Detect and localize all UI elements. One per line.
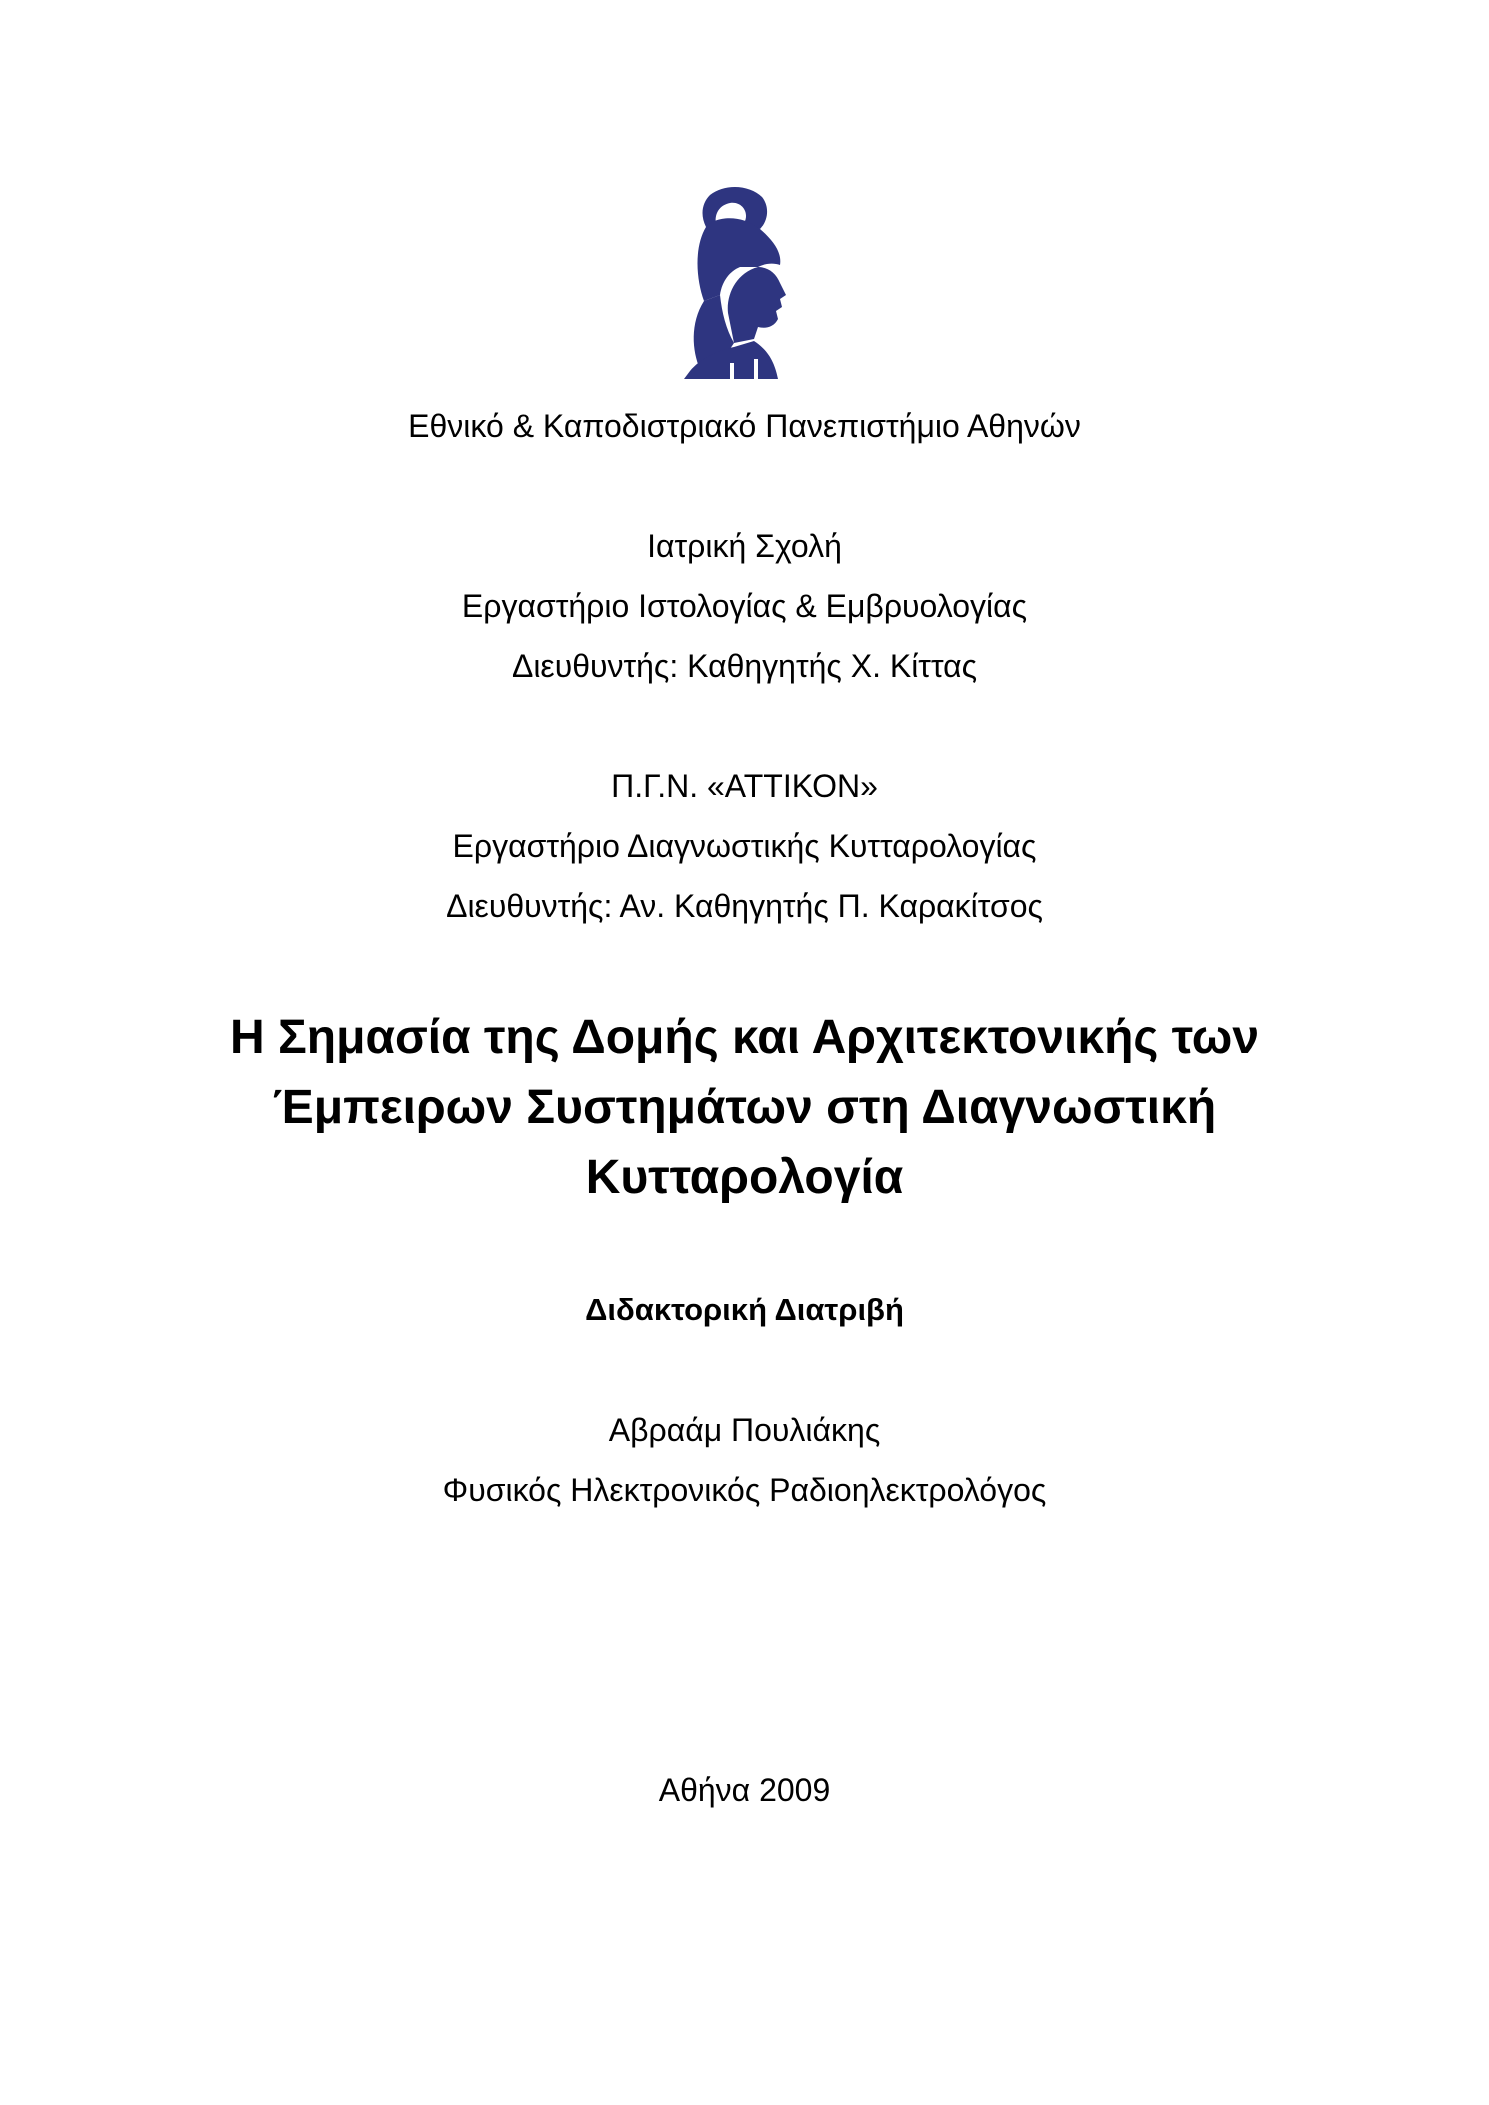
school-director: Διευθυντής: Καθηγητής Χ. Κίττας: [511, 648, 978, 684]
thesis-type: Διδακτορική Διατριβή: [585, 1292, 904, 1327]
author-name: Αβραάμ Πουλιάκης: [608, 1412, 881, 1448]
athena-head-logo-icon: [670, 183, 820, 383]
university-name: Εθνικό & Καποδιστριακό Πανεπιστήμιο Αθηνών: [408, 408, 1081, 444]
thesis-title-line-1: Η Σημασία της Δομής και Αρχιτεκτονικής των: [229, 1011, 1260, 1064]
thesis-title-line-2: Έμπειρων Συστημάτων στη Διαγνωστική: [272, 1081, 1217, 1134]
hospital-director: Διευθυντής: Αν. Καθηγητής Π. Καρακίτσος: [446, 888, 1043, 924]
school-name: Ιατρική Σχολή: [647, 528, 842, 564]
school-lab: Εργαστήριο Ιστολογίας & Εμβρυολογίας: [461, 588, 1028, 624]
thesis-title-line-3: Κυτταρολογία: [585, 1151, 904, 1204]
hospital-lab: Εργαστήριο Διαγνωστικής Κυτταρολογίας: [452, 828, 1037, 864]
author-profession: Φυσικός Ηλεκτρονικός Ραδιοηλεκτρολόγος: [442, 1472, 1047, 1508]
place-year: Αθήνα 2009: [658, 1772, 831, 1808]
hospital-name: Π.Γ.Ν. «ΑΤΤΙΚΟΝ»: [611, 768, 878, 804]
